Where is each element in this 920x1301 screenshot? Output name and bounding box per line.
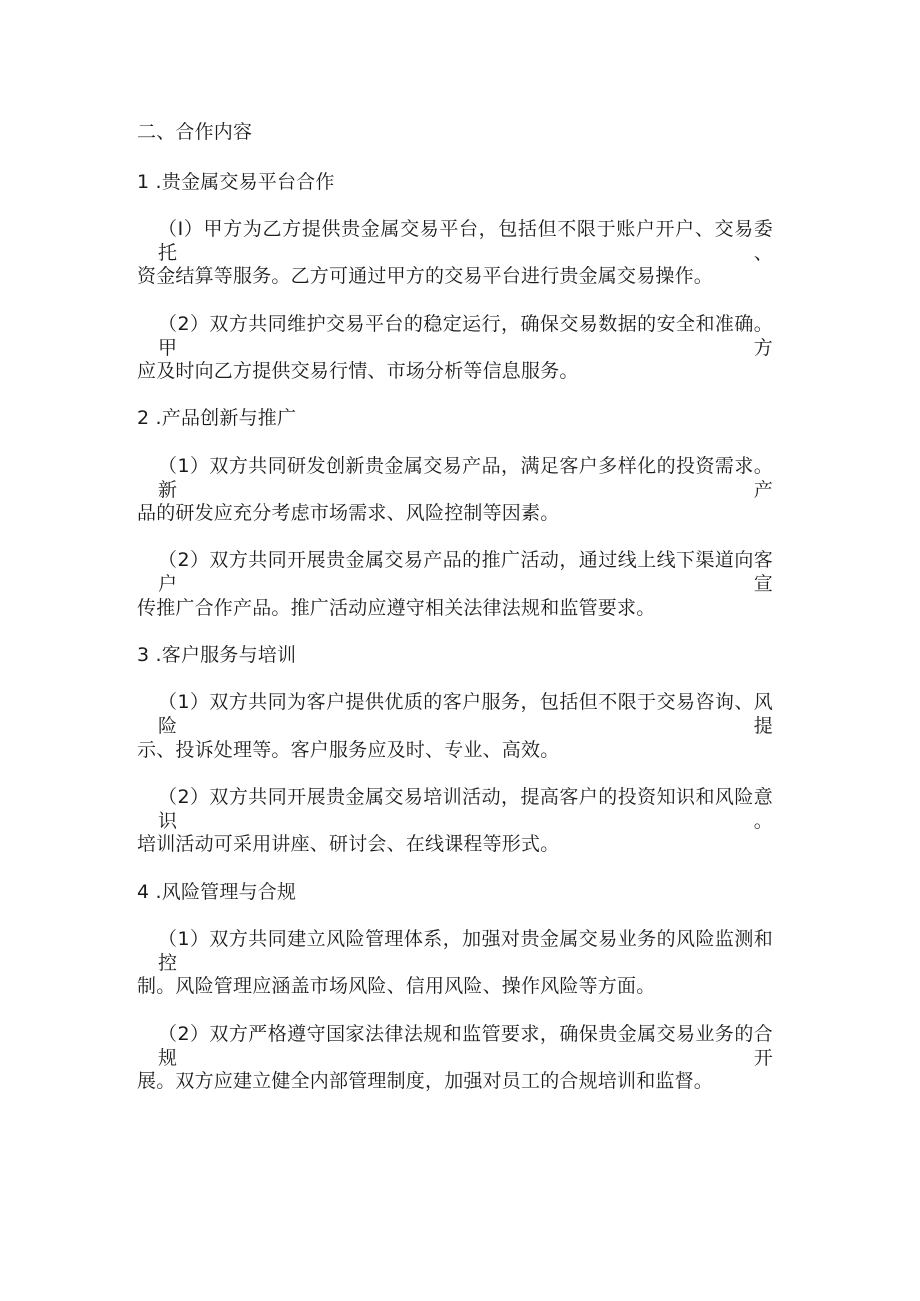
section-title: 二、合作内容 bbox=[137, 121, 253, 143]
paragraph-line: 传推广合作产品。推广活动应遵守相关法律法规和监管要求。 bbox=[137, 597, 656, 619]
paragraph-line: （2）双方共同开展贵金属交易培训活动，提高客户的投资知识和风险意识。 bbox=[158, 786, 773, 832]
paragraph-line: （2）双方共同维护交易平台的稳定运行，确保交易数据的安全和准确。甲方 bbox=[158, 313, 773, 359]
paragraph-line: （1）双方共同建立风险管理体系，加强对贵金属交易业务的风险监测和控 bbox=[158, 928, 773, 974]
paragraph-line: （1）双方共同研发创新贵金属交易产品，满足客户多样化的投资需求。新产 bbox=[158, 455, 773, 501]
paragraph-line: 展。双方应建立健全内部管理制度，加强对员工的合规培训和监督。 bbox=[137, 1070, 714, 1092]
paragraph-line: （1）双方共同为客户提供优质的客户服务，包括但不限于交易咨询、风险提 bbox=[158, 691, 773, 737]
subsection-heading: 3 .客户服务与培训 bbox=[137, 644, 297, 666]
paragraph-line: 资金结算等服务。乙方可通过甲方的交易平台进行贵金属交易操作。 bbox=[137, 265, 714, 287]
paragraph-line: 制。风险管理应涵盖市场风险、信用风险、操作风险等方面。 bbox=[137, 975, 656, 997]
paragraph-line: （2）双方严格遵守国家法律法规和监管要求，确保贵金属交易业务的合规开 bbox=[158, 1023, 773, 1069]
subsection-heading: 2 .产品创新与推广 bbox=[137, 407, 297, 429]
paragraph-line: （I）甲方为乙方提供贵金属交易平台，包括但不限于账户开户、交易委托、 bbox=[158, 218, 773, 264]
paragraph-line: 品的研发应充分考虑市场需求、风险控制等因素。 bbox=[137, 502, 560, 524]
subsection-heading: 4 .风险管理与合规 bbox=[137, 881, 297, 903]
paragraph-line: （2）双方共同开展贵金属交易产品的推广活动，通过线上线下渠道向客户宣 bbox=[158, 549, 773, 595]
paragraph-line: 应及时向乙方提供交易行情、市场分析等信息服务。 bbox=[137, 360, 579, 382]
paragraph-line: 培训活动可采用讲座、研讨会、在线课程等形式。 bbox=[137, 833, 560, 855]
subsection-heading: 1 .贵金属交易平台合作 bbox=[137, 171, 335, 193]
paragraph-line: 示、投诉处理等。客户服务应及时、专业、高效。 bbox=[137, 739, 560, 761]
